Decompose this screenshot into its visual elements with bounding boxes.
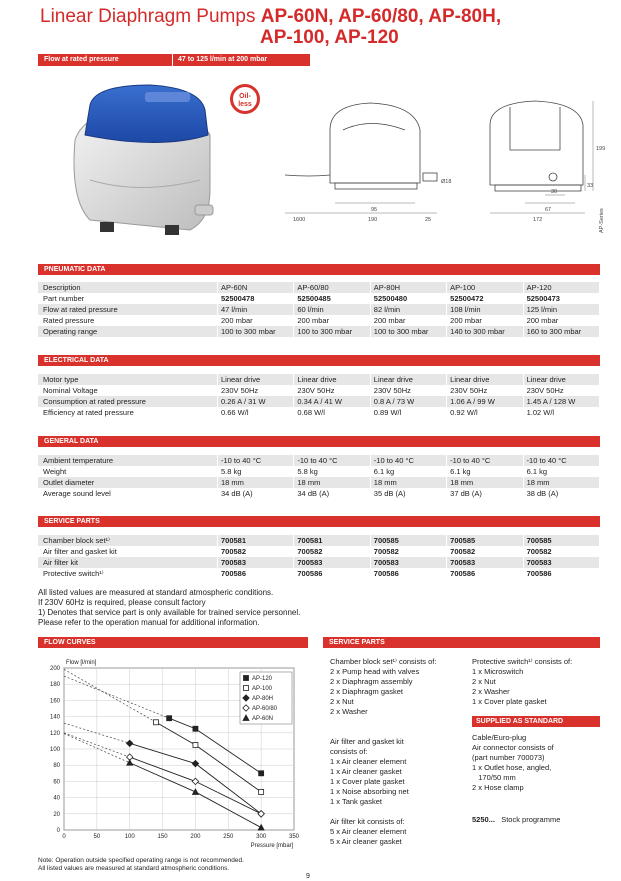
table-cell: AP-100 — [447, 282, 523, 293]
table-cell: 700585 — [370, 535, 446, 546]
list-item — [330, 807, 470, 817]
dim-height: 199 — [596, 146, 605, 152]
dim-cable-length: 1600 — [293, 217, 306, 223]
table-cell: 18 mm — [218, 477, 294, 488]
table-cell: 60 l/min — [294, 304, 370, 315]
table-cell: -10 to 40 °C — [523, 455, 599, 466]
list-item: Chamber block set¹⁾ consists of: — [330, 657, 437, 666]
table-cell: 6.1 kg — [523, 466, 599, 477]
table-cell: 700586 — [523, 568, 599, 579]
x-tick-label: 250 — [223, 834, 234, 840]
list-item: 170/50 mm — [472, 773, 516, 782]
table-cell: 0.8 A / 73 W — [370, 396, 446, 407]
list-item — [330, 717, 470, 727]
table-cell: 700585 — [523, 535, 599, 546]
service-parts-table — [38, 535, 600, 579]
table-cell: 0.26 A / 31 W — [218, 396, 294, 407]
dim-outlet-offset: 30 — [551, 189, 558, 195]
list-item: 2 x Nut — [472, 677, 496, 686]
note-line: 1) Denotes that service part is only available for trained service personnel. — [38, 608, 301, 617]
table-cell: 18 mm — [523, 477, 599, 488]
flow-curves-chart — [36, 650, 308, 855]
table-cell: 34 dB (A) — [218, 488, 294, 499]
table-cell: 34 dB (A) — [294, 488, 370, 499]
table-row — [38, 407, 600, 418]
table-cell: 100 to 300 mbar — [294, 326, 370, 337]
x-axis-label: Pressure [mbar] — [250, 843, 294, 849]
y-tick-label: 140 — [49, 714, 60, 721]
table-cell: -10 to 40 °C — [218, 455, 294, 466]
dim-outlet-height: 33 — [587, 183, 594, 189]
table-cell: Linear drive — [370, 374, 446, 385]
table-cell: 0.68 W/l — [294, 407, 370, 418]
table-cell: 1.45 A / 128 W — [523, 396, 599, 407]
table-cell: 700582 — [523, 546, 599, 557]
y-tick-label: 160 — [49, 698, 60, 705]
row-label: Nominal Voltage — [38, 385, 218, 396]
list-item: 1 x Air cleaner gasket — [330, 767, 402, 776]
y-tick-label: 20 — [53, 811, 60, 818]
y-tick-label: 120 — [49, 730, 60, 737]
list-item: Air filter kit consists of: — [330, 817, 405, 826]
section-electrical: ELECTRICAL DATA — [38, 355, 600, 366]
y-tick-label: 200 — [49, 666, 60, 672]
table-cell: 52500472 — [447, 293, 523, 304]
row-label: Consumption at rated pressure — [38, 396, 218, 407]
table-cell: 160 to 300 mbar — [523, 326, 599, 337]
badge-line2: less — [238, 101, 252, 108]
list-item: 1 x Tank gasket — [330, 797, 382, 806]
table-cell: 700582 — [370, 546, 446, 557]
table-cell: 1.06 A / 99 W — [447, 396, 523, 407]
table-row — [38, 374, 600, 385]
row-label: Outlet diameter — [38, 477, 218, 488]
page-number: 9 — [306, 873, 310, 880]
section-general: GENERAL DATA — [38, 436, 600, 447]
y-tick-label: 180 — [49, 682, 60, 689]
dim-outlet: 25 — [425, 217, 432, 223]
table-cell: 1.02 W/l — [523, 407, 599, 418]
list-item: consists of: — [330, 747, 368, 756]
row-label: Chamber block set¹⁾ — [38, 535, 218, 546]
row-label: Motor type — [38, 374, 218, 385]
row-label: Weight — [38, 466, 218, 477]
table-cell: 47 l/min — [218, 304, 294, 315]
note-line: If 230V 60Hz is required, please consult factory — [38, 598, 206, 607]
notes — [38, 588, 300, 628]
title-models-line2: AP-100, AP-120 — [260, 27, 399, 48]
table-cell: 230V 50Hz — [447, 385, 523, 396]
pneumatic-table — [38, 282, 600, 337]
table-row — [38, 396, 600, 407]
table-cell: 108 l/min — [447, 304, 523, 315]
table-cell: 700586 — [218, 568, 294, 579]
section-service-parts-detail: SERVICE PARTS — [323, 637, 600, 648]
flow-rating-value: 47 to 125 l/min at 200 mbar — [178, 56, 268, 63]
table-cell: 700583 — [523, 557, 599, 568]
section-service-parts: SERVICE PARTS — [38, 516, 600, 527]
y-axis-label: Flow [l/min] — [66, 660, 97, 666]
table-cell: 52500480 — [370, 293, 446, 304]
badge-line1: Oil- — [239, 93, 251, 100]
table-cell: 6.1 kg — [370, 466, 446, 477]
list-item: Air filter and gasket kit — [330, 737, 404, 746]
x-tick-label: 50 — [93, 834, 101, 840]
row-label: Ambient temperature — [38, 455, 218, 466]
dim-feet: 95 — [371, 207, 378, 213]
table-cell: -10 to 40 °C — [370, 455, 446, 466]
table-cell: AP-80H — [370, 282, 446, 293]
row-label: Protective switch¹⁾ — [38, 568, 218, 579]
stock-note — [472, 815, 560, 825]
table-cell: 100 to 300 mbar — [218, 326, 294, 337]
legend-ap-60n-label: AP-60N — [252, 716, 274, 722]
section-supplied-standard: SUPPLIED AS STANDARD — [472, 716, 600, 727]
table-row — [38, 466, 600, 477]
table-cell: 0.66 W/l — [218, 407, 294, 418]
table-cell: 700582 — [218, 546, 294, 557]
table-cell: 700582 — [294, 546, 370, 557]
table-cell: 125 l/min — [523, 304, 599, 315]
legend-ap-100-label: AP-100 — [252, 686, 273, 692]
stock-text: Stock programme — [501, 815, 561, 824]
table-cell: 18 mm — [447, 477, 523, 488]
footnote-line: Note: Operation outside specified operating range is not recommended. — [38, 857, 244, 864]
table-cell: 200 mbar — [523, 315, 599, 326]
dim-depth: 172 — [533, 217, 543, 223]
x-tick-label: 200 — [190, 834, 201, 840]
list-item: 1 x Microswitch — [472, 667, 524, 676]
table-cell: 700581 — [294, 535, 370, 546]
table-cell: 18 mm — [370, 477, 446, 488]
y-tick-label: 40 — [53, 795, 60, 802]
series-ap-120-point — [167, 716, 172, 721]
table-row — [38, 557, 600, 568]
table-cell: AP-120 — [523, 282, 599, 293]
supplied-list — [472, 733, 600, 793]
pump-photo — [60, 80, 230, 245]
table-row — [38, 304, 600, 315]
list-item: 1 x Outlet hose, angled, — [472, 763, 552, 772]
stock-code: 5250... — [472, 815, 495, 824]
table-cell: 0.89 W/l — [370, 407, 446, 418]
row-label: Air filter and gasket kit — [38, 546, 218, 557]
legend-ap-100-point — [244, 686, 249, 691]
table-cell: 200 mbar — [370, 315, 446, 326]
table-cell: -10 to 40 °C — [447, 455, 523, 466]
row-label: Description — [38, 282, 218, 293]
series-label: AP-Series — [599, 208, 605, 233]
x-tick-label: 300 — [256, 834, 267, 840]
table-cell: 700585 — [447, 535, 523, 546]
table-row — [38, 293, 600, 304]
table-cell: 700583 — [370, 557, 446, 568]
list-item: 5 x Air cleaner gasket — [330, 837, 402, 846]
table-cell: Linear drive — [218, 374, 294, 385]
table-cell: 230V 50Hz — [294, 385, 370, 396]
y-tick-label: 0 — [56, 828, 60, 834]
flow-rating-bar — [38, 54, 310, 66]
table-cell: 230V 50Hz — [370, 385, 446, 396]
note-line: Please refer to the operation manual for additional information. — [38, 618, 260, 627]
legend-ap-60-80-label: AP-60/80 — [252, 706, 278, 712]
dimension-drawing — [275, 95, 605, 235]
title-prefix: Linear Diaphragm Pumps — [40, 6, 261, 27]
list-item: 2 x Washer — [472, 687, 510, 696]
list-item: 1 x Air cleaner element — [330, 757, 407, 766]
table-cell: 200 mbar — [294, 315, 370, 326]
title-models-line1: AP-60N, AP-60/80, AP-80H, — [260, 6, 502, 27]
section-flow-curves: FLOW CURVES — [38, 637, 308, 648]
list-item: 2 x Diaphragm gasket — [330, 687, 403, 696]
footnotes — [38, 857, 244, 873]
flow-rating-label: Flow at rated pressure — [44, 56, 119, 63]
table-cell: 0.34 A / 41 W — [294, 396, 370, 407]
table-cell: 5.8 kg — [294, 466, 370, 477]
series-ap-120-point — [259, 771, 264, 776]
general-table — [38, 455, 600, 499]
table-cell: Linear drive — [294, 374, 370, 385]
x-tick-label: 150 — [157, 834, 168, 840]
legend-ap-120-point — [244, 676, 249, 681]
table-row — [38, 546, 600, 557]
y-tick-label: 60 — [53, 779, 60, 786]
section-pneumatic: PNEUMATIC DATA — [38, 264, 600, 275]
table-cell: 0.92 W/l — [447, 407, 523, 418]
table-cell: 82 l/min — [370, 304, 446, 315]
footnote-line: All listed values are measured at standard atmospheric conditions. — [38, 865, 230, 872]
page-title — [40, 6, 600, 48]
table-row — [38, 488, 600, 499]
table-cell: 140 to 300 mbar — [447, 326, 523, 337]
table-cell: Linear drive — [447, 374, 523, 385]
table-cell: 200 mbar — [218, 315, 294, 326]
row-label: Air filter kit — [38, 557, 218, 568]
list-item: 2 x Hose clamp — [472, 783, 524, 792]
legend-ap-80h-label: AP-80H — [252, 696, 274, 702]
table-cell: 18 mm — [294, 477, 370, 488]
table-row — [38, 282, 600, 293]
table-row — [38, 477, 600, 488]
table-cell: Linear drive — [523, 374, 599, 385]
list-item: 2 x Pump head with valves — [330, 667, 420, 676]
table-cell: 100 to 300 mbar — [370, 326, 446, 337]
service-parts-list-2 — [472, 657, 600, 707]
table-row — [38, 326, 600, 337]
table-cell: AP-60N — [218, 282, 294, 293]
table-cell: 700582 — [447, 546, 523, 557]
row-label: Flow at rated pressure — [38, 304, 218, 315]
table-cell: 700586 — [447, 568, 523, 579]
table-cell: 700586 — [370, 568, 446, 579]
list-item: 1 x Cover plate gasket — [472, 697, 547, 706]
table-row — [38, 385, 600, 396]
table-cell: 52500473 — [523, 293, 599, 304]
table-cell: 700581 — [218, 535, 294, 546]
list-item: 2 x Washer — [330, 707, 368, 716]
legend-ap-120-label: AP-120 — [252, 676, 273, 682]
table-cell: 700583 — [294, 557, 370, 568]
list-item: Air connector consists of — [472, 743, 554, 752]
list-item: Cable/Euro-plug — [472, 733, 527, 742]
row-label: Operating range — [38, 326, 218, 337]
table-cell: AP-60/80 — [294, 282, 370, 293]
list-item: 1 x Noise absorbing net — [330, 787, 409, 796]
table-cell: 38 dB (A) — [523, 488, 599, 499]
table-cell: 5.8 kg — [218, 466, 294, 477]
series-ap-100-point — [154, 720, 159, 725]
series-ap-100-point — [193, 742, 198, 747]
table-cell: 52500485 — [294, 293, 370, 304]
electrical-table — [38, 374, 600, 418]
list-item: 1 x Cover plate gasket — [330, 777, 405, 786]
table-cell: 200 mbar — [447, 315, 523, 326]
table-cell: 52500478 — [218, 293, 294, 304]
row-label: Average sound level — [38, 488, 218, 499]
series-ap-100-point — [259, 789, 264, 794]
list-item: (part number 700073) — [472, 753, 545, 762]
x-tick-label: 350 — [288, 834, 300, 840]
table-cell: 700583 — [218, 557, 294, 568]
table-row — [38, 568, 600, 579]
dim-foot-span: 67 — [545, 207, 552, 213]
row-label: Rated pressure — [38, 315, 218, 326]
row-label: Efficiency at rated pressure — [38, 407, 218, 418]
row-label: Part number — [38, 293, 218, 304]
flow-rating-divider — [172, 54, 173, 66]
table-row — [38, 455, 600, 466]
note-line: All listed values are measured at standard atmospheric conditions. — [38, 588, 274, 597]
table-cell: 35 dB (A) — [370, 488, 446, 499]
table-cell: 37 dB (A) — [447, 488, 523, 499]
table-cell: 6.1 kg — [447, 466, 523, 477]
list-item: 2 x Nut — [330, 697, 354, 706]
dim-diameter: Ø18 — [441, 179, 452, 185]
series-ap-120-point — [193, 726, 198, 731]
table-cell: -10 to 40 °C — [294, 455, 370, 466]
table-cell: 700583 — [447, 557, 523, 568]
y-tick-label: 100 — [49, 747, 60, 753]
service-parts-list-1 — [330, 657, 470, 847]
x-tick-label: 0 — [62, 834, 66, 840]
y-tick-label: 80 — [53, 763, 60, 770]
list-item: 5 x Air cleaner element — [330, 827, 407, 836]
table-row — [38, 315, 600, 326]
table-cell: 230V 50Hz — [523, 385, 599, 396]
table-cell: 700586 — [294, 568, 370, 579]
list-item: 2 x Diaphragm assembly — [330, 677, 413, 686]
table-row — [38, 535, 600, 546]
oil-less-badge — [230, 84, 260, 114]
table-cell: 230V 50Hz — [218, 385, 294, 396]
list-item — [330, 727, 470, 737]
x-tick-label: 100 — [124, 834, 135, 840]
dim-width: 190 — [368, 217, 378, 223]
list-item: Protective switch¹⁾ consists of: — [472, 657, 573, 666]
